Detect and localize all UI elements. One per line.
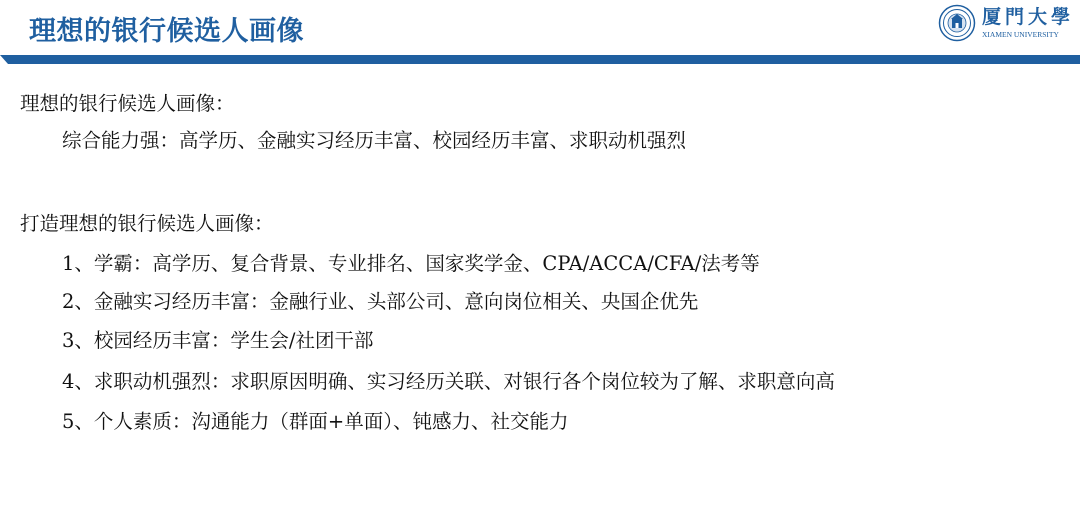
list-item: 3、校园经历丰富：学生会/社团干部	[62, 329, 374, 352]
university-name-cn: 厦門大學	[982, 6, 1075, 28]
list-item: 5、个人素质：沟通能力（群面+单面）、钝感力、社交能力	[62, 410, 569, 433]
university-name-en: XIAMEN UNIVERSITY	[982, 30, 1059, 39]
list-item: 4、求职动机强烈：求职原因明确、实习经历关联、对银行各个岗位较为了解、求职意向高	[62, 370, 835, 393]
section-heading-ideal-profile: 理想的银行候选人画像：	[20, 92, 235, 115]
slide-title: 理想的银行候选人画像	[29, 16, 304, 47]
ideal-profile-summary: 综合能力强：高学历、金融实习经历丰富、校园经历丰富、求职动机强烈	[62, 129, 687, 152]
list-item: 1、学霸：高学历、复合背景、专业排名、国家奖学金、CPA/ACCA/CFA/法考等	[62, 252, 760, 275]
list-item: 2、金融实习经历丰富：金融行业、头部公司、意向岗位相关、央国企优先	[62, 290, 699, 313]
section-heading-build-profile: 打造理想的银行候选人画像：	[20, 212, 274, 235]
